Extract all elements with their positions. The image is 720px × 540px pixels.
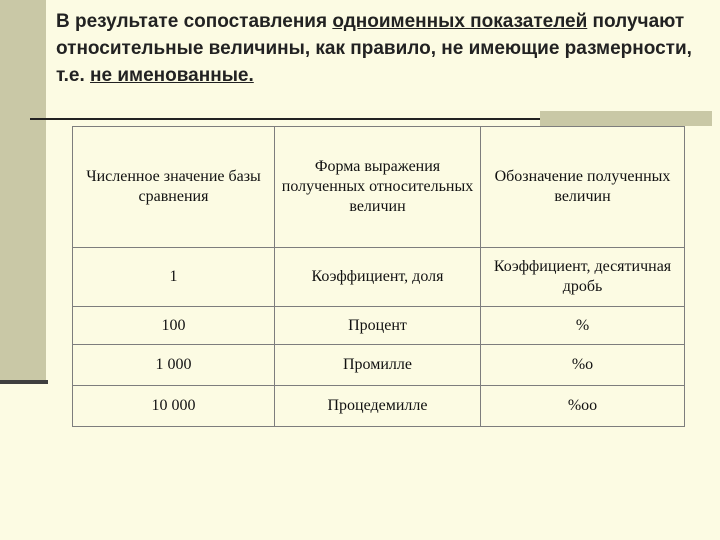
separator-accent-block (540, 111, 712, 126)
heading-underlined-phrase-1: одноименных показателей (332, 11, 588, 32)
table-row (73, 345, 685, 386)
table-row (73, 386, 685, 427)
slide-heading (56, 8, 706, 89)
left-accent-bar-underline (0, 380, 48, 384)
cell-designation: Коэффициент, десятичная дробь (481, 248, 685, 307)
left-accent-bar (0, 0, 46, 382)
table-header-row (73, 127, 685, 248)
table-row (73, 248, 685, 307)
heading-text-1: В результате сопоставления (56, 11, 333, 32)
cell-base-value: 100 (73, 307, 275, 345)
header-cell-expression-form: Форма выражения полученных относительных величин (275, 127, 481, 248)
heading-text-2: получают относительные величины, как правило, не имеющие размерности, т.е. (56, 11, 692, 86)
cell-expression-form: Процент (275, 307, 481, 345)
separator-line (30, 118, 542, 120)
heading-underlined-phrase-2: не именованные. (90, 65, 254, 86)
cell-designation: %o (481, 345, 685, 386)
relative-values-table (72, 126, 685, 427)
cell-expression-form: Коэффициент, доля (275, 248, 481, 307)
table-row (73, 307, 685, 345)
cell-expression-form: Процедемилле (275, 386, 481, 427)
cell-base-value: 10 000 (73, 386, 275, 427)
cell-base-value: 1 000 (73, 345, 275, 386)
cell-expression-form: Промилле (275, 345, 481, 386)
header-cell-designation: Обозначение полученных величин (481, 127, 685, 248)
cell-designation: %oo (481, 386, 685, 427)
cell-designation: % (481, 307, 685, 345)
cell-base-value: 1 (73, 248, 275, 307)
header-cell-base-value: Численное значение базы сравнения (73, 127, 275, 248)
